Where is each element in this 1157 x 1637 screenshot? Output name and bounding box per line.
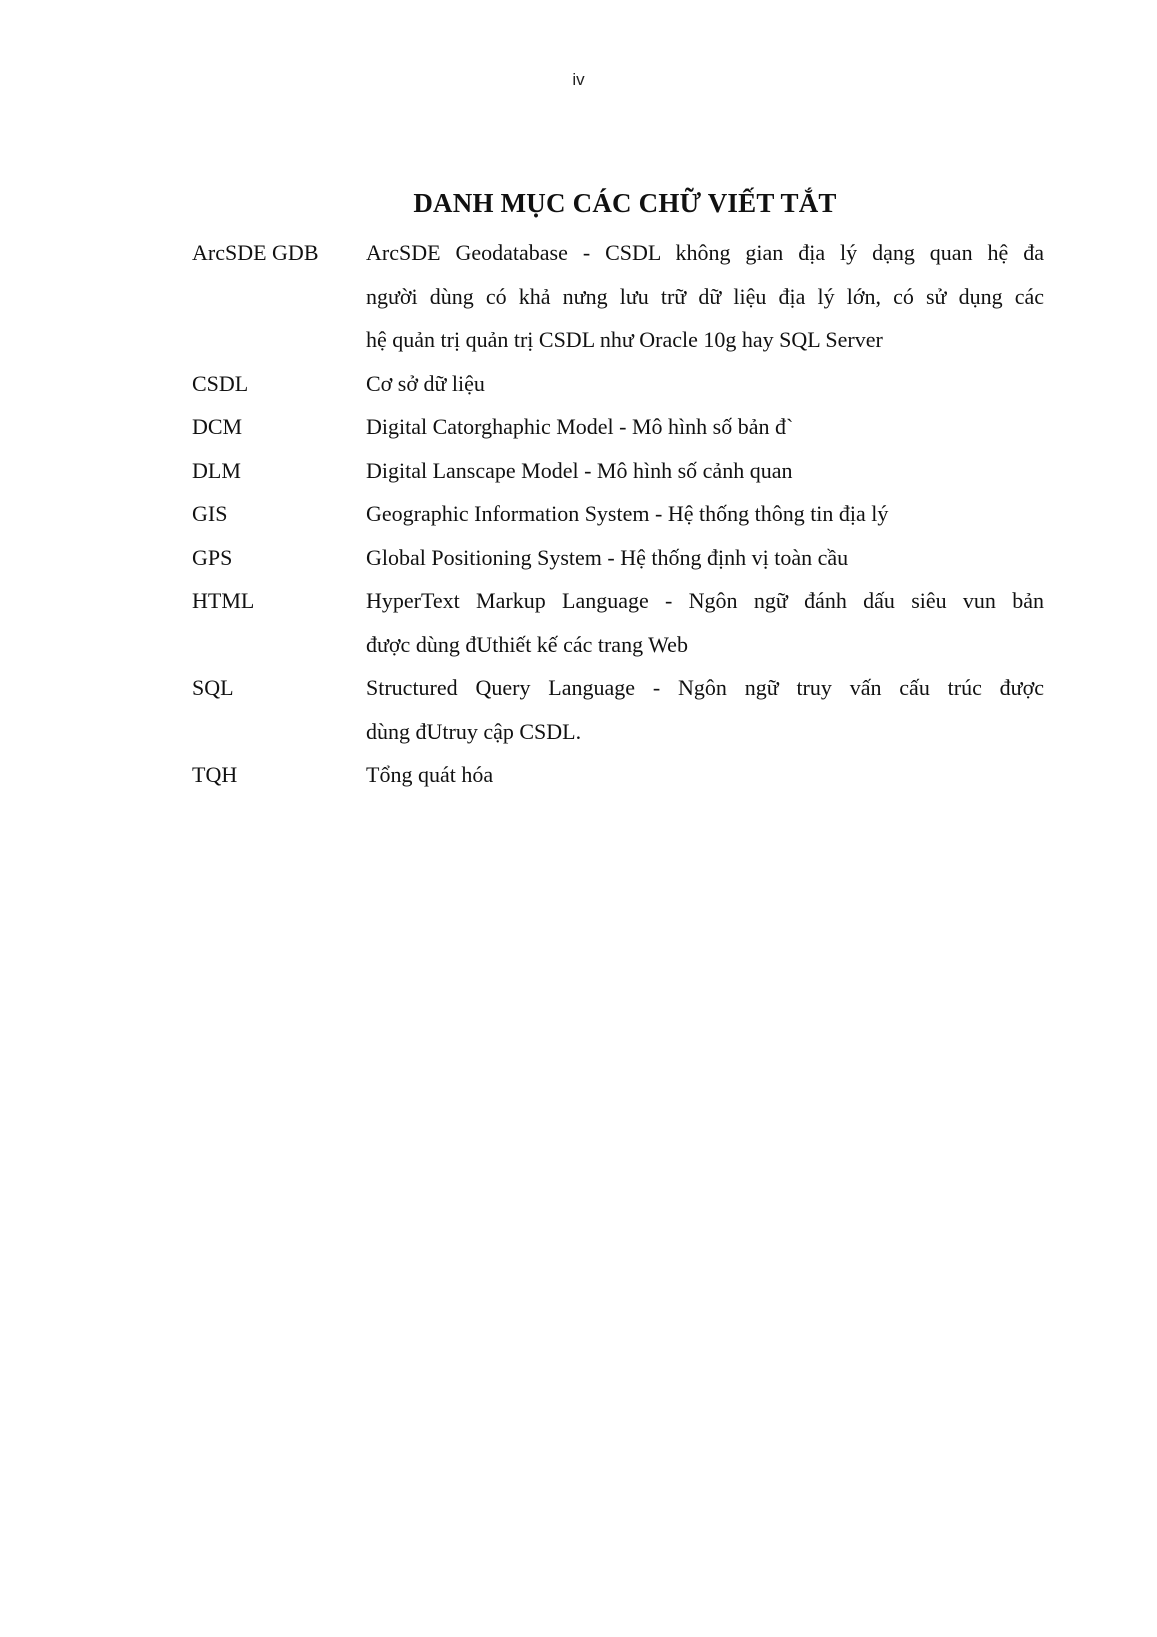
abbreviation-row bbox=[192, 405, 1044, 449]
abbreviation-term: GIS bbox=[192, 501, 228, 526]
abbreviation-row bbox=[192, 231, 1044, 362]
abbreviation-row bbox=[192, 753, 1044, 797]
definition-line: Geographic Information System - Hệ thống thông tin địa lý bbox=[366, 501, 889, 526]
abbreviation-term: GPS bbox=[192, 544, 233, 570]
abbreviation-row bbox=[192, 666, 1044, 753]
abbreviation-definition bbox=[366, 753, 1044, 797]
abbreviation-term: SQL bbox=[192, 675, 234, 700]
definition-line: Structured Query Language - Ngôn ngữ truy vấn cấu trúc được bbox=[366, 675, 1044, 700]
abbreviation-row bbox=[192, 492, 1044, 536]
abbreviation-term: CSDL bbox=[192, 370, 249, 396]
abbreviation-definition bbox=[366, 449, 1044, 493]
abbreviation-definition bbox=[366, 579, 1044, 666]
definition-line: dùng đUtruy cập CSDL. bbox=[366, 718, 582, 744]
definition-line: Global Positioning System - Hệ thống định vị toàn cầu bbox=[366, 544, 849, 570]
abbreviation-definition bbox=[366, 231, 1044, 362]
abbreviation-row bbox=[192, 579, 1044, 666]
definition-line: Digital Lanscape Model - Mô hình số cảnh quan bbox=[366, 457, 793, 483]
definition-line: ArcSDE Geodatabase - CSDL không gian địa lý dạng quan hệ đa bbox=[366, 240, 1044, 265]
abbreviation-term: TQH bbox=[192, 762, 238, 787]
page-title: DANH MỤC CÁC CHỮ VIẾT TẮT bbox=[413, 188, 837, 218]
abbreviation-definition bbox=[366, 405, 1044, 449]
abbreviation-list bbox=[192, 231, 1044, 797]
abbreviation-definition bbox=[366, 492, 1044, 536]
definition-line: HyperText Markup Language - Ngôn ngữ đánh dấu siêu vun bản bbox=[366, 588, 1044, 613]
abbreviation-term: DLM bbox=[192, 457, 241, 483]
abbreviation-row bbox=[192, 362, 1044, 406]
abbreviation-definition bbox=[366, 536, 1044, 580]
definition-line: hệ quản trị quản trị CSDL như Oracle 10g hay SQL Server bbox=[366, 327, 883, 352]
page-number: iv bbox=[572, 70, 585, 89]
definition-line: Digital Catorghaphic Model - Mô hình số bản đ` bbox=[366, 414, 794, 439]
abbreviation-row bbox=[192, 536, 1044, 580]
abbreviation-term: DCM bbox=[192, 414, 243, 439]
definition-line: Cơ sở dữ liệu bbox=[366, 370, 485, 396]
abbreviation-definition bbox=[366, 666, 1044, 753]
definition-line: được dùng đUthiết kế các trang Web bbox=[366, 631, 688, 657]
abbreviation-term: ArcSDE GDB bbox=[192, 240, 319, 265]
abbreviation-row bbox=[192, 449, 1044, 493]
definition-line: Tổng quát hóa bbox=[366, 762, 494, 787]
definition-line: người dùng có khả nưng lưu trữ dữ liệu địa lý lớn, có sử dụng các bbox=[366, 283, 1044, 309]
abbreviation-term: HTML bbox=[192, 588, 255, 613]
abbreviation-definition bbox=[366, 362, 1044, 406]
